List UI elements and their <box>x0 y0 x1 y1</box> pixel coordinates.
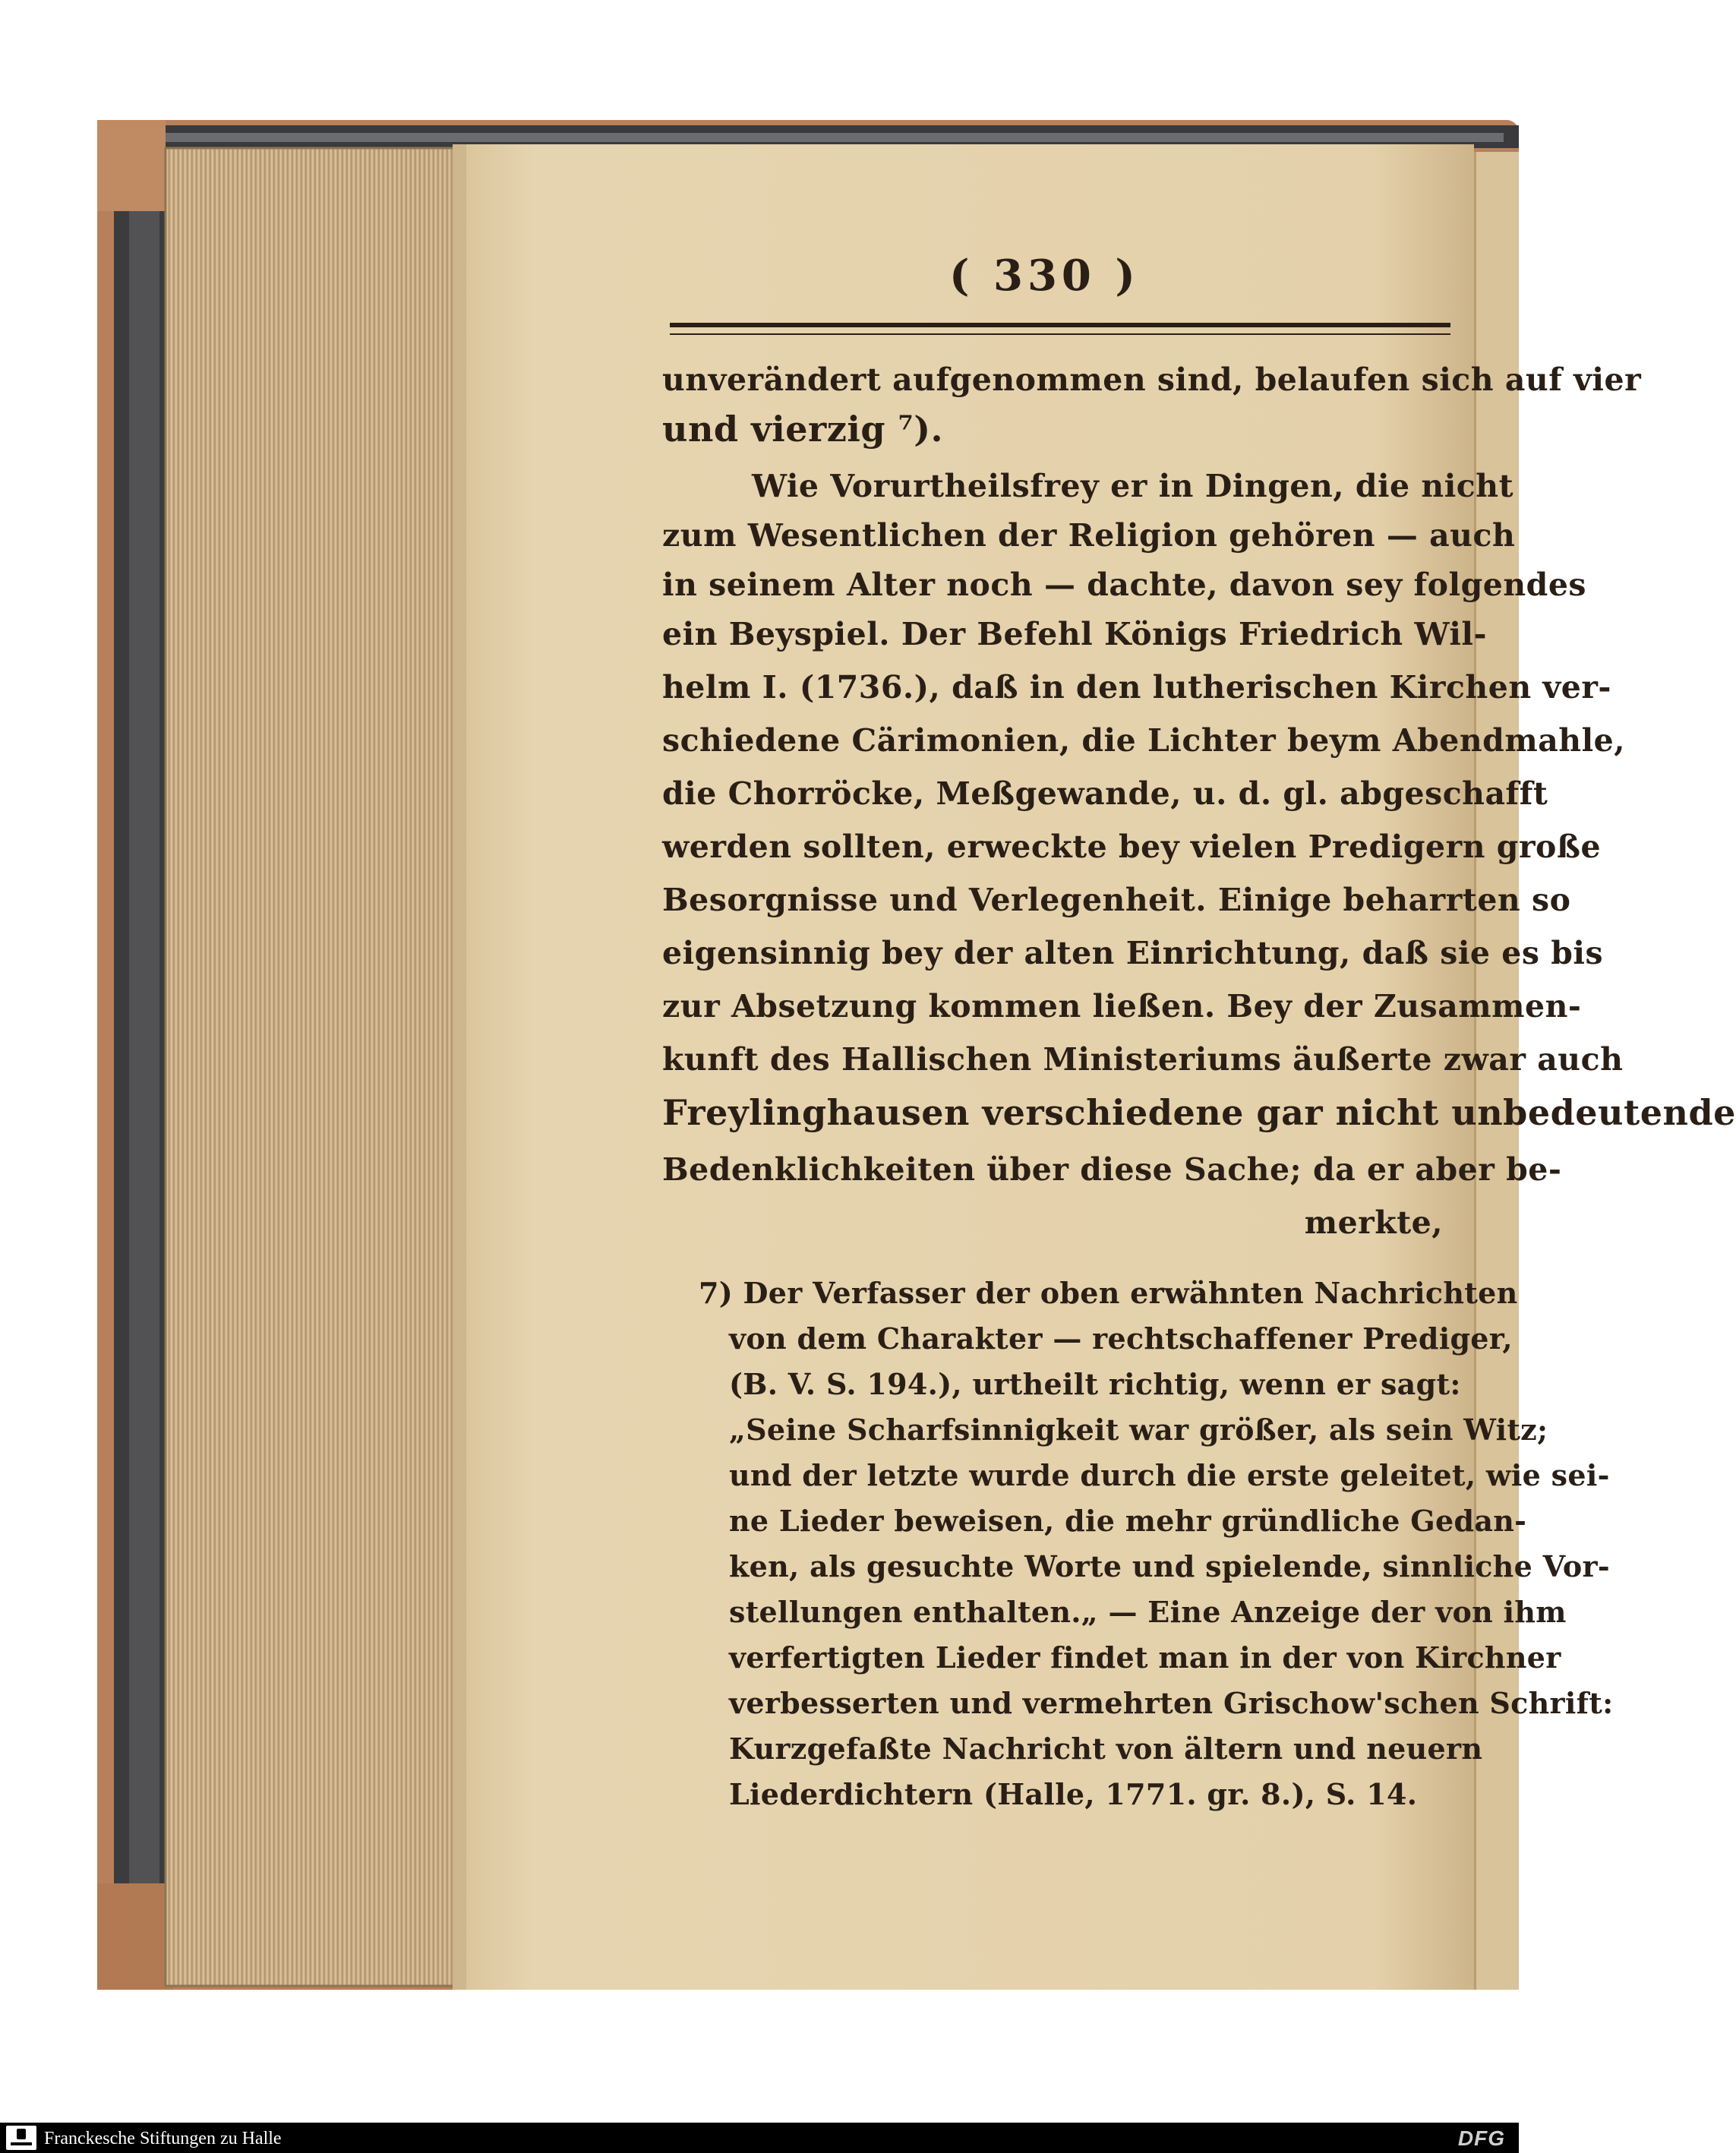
cover-corner-top <box>97 120 166 211</box>
body-line: eigensinnig bey der alten Einrichtung, daß sie es bis <box>662 935 1604 971</box>
footnote-line: 7) Der Verfasser der oben erwähnten Nachrichten <box>699 1276 1518 1310</box>
body-line: zur Absetzung kommen ließen. Bey der Zusammen- <box>662 988 1582 1024</box>
footnote-line: „Seine Scharfsinnigkeit war größer, als sein Witz; <box>729 1413 1548 1447</box>
body-line: in seinem Alter noch — dachte, davon sey folgendes <box>662 567 1587 603</box>
body-line: unverändert aufgenommen sind, belaufen sich auf vier <box>662 361 1642 398</box>
footnote-line: ne Lieder beweisen, die mehr gründliche Gedan- <box>729 1504 1527 1538</box>
footnote-line: (B. V. S. 194.), urtheilt richtig, wenn er sagt: <box>729 1367 1461 1401</box>
footnote-line: verfertigten Lieder findet man in der von Kirchner <box>729 1640 1561 1675</box>
body-line: schiedene Cärimonien, die Lichter beym Abendmahle, <box>662 722 1626 759</box>
body-line: Besorgnisse und Verlegenheit. Einige beharrten so <box>662 882 1571 918</box>
viewer-footer <box>0 2123 1519 2153</box>
body-line: ein Beyspiel. Der Befehl Königs Friedrich Wil- <box>662 616 1487 652</box>
body-line: helm I. (1736.), daß in den lutherischen Kirchen ver- <box>662 669 1611 706</box>
page-number: ( 330 ) <box>949 251 1140 301</box>
dfg-logo: DFG <box>1457 2126 1505 2150</box>
body-line: kunft des Hallischen Ministeriums äußerte zwar auch <box>662 1041 1624 1078</box>
footnote-line: von dem Charakter — rechtschaffener Prediger, <box>729 1321 1513 1356</box>
body-line: Freylinghausen verschiedene gar nicht unbedeutende <box>662 1092 1736 1133</box>
body-line: werden sollten, erweckte bey vielen Predigern große <box>662 829 1602 865</box>
footnote-line: und der letzte wurde durch die erste geleitet, wie sei- <box>729 1458 1610 1492</box>
page-block-edge <box>166 148 454 1986</box>
institution-name: Franckesche Stiftungen zu Halle <box>44 2129 282 2148</box>
footnote-line: ken, als gesuchte Worte und spielende, sinnliche Vor- <box>729 1549 1610 1583</box>
footnote-line: verbesserten und vermehrten Grischow'schen Schrift: <box>729 1686 1614 1720</box>
footnote-line: Liederdichtern (Halle, 1771. gr. 8.), S. 14. <box>729 1777 1418 1811</box>
body-line: Bedenklichkeiten über diese Sache; da er aber be- <box>662 1151 1562 1188</box>
body-line: zum Wesentlichen der Religion gehören — auch <box>662 517 1516 554</box>
footnote-line: Kurzgefaßte Nachricht von ältern und neuern <box>729 1732 1483 1766</box>
body-line: merkte, <box>1304 1204 1443 1241</box>
body-line: Wie Vorurtheilsfrey er in Dingen, die nicht <box>752 468 1514 504</box>
body-line: die Chorröcke, Meßgewande, u. d. gl. abgeschafft <box>662 775 1548 812</box>
institution-logo-icon <box>6 2126 36 2150</box>
footnote-line: stellungen enthalten.„ — Eine Anzeige der von ihm <box>729 1595 1567 1629</box>
body-line: und vierzig ⁷). <box>662 409 943 450</box>
cover-corner-bottom <box>97 1883 173 1990</box>
